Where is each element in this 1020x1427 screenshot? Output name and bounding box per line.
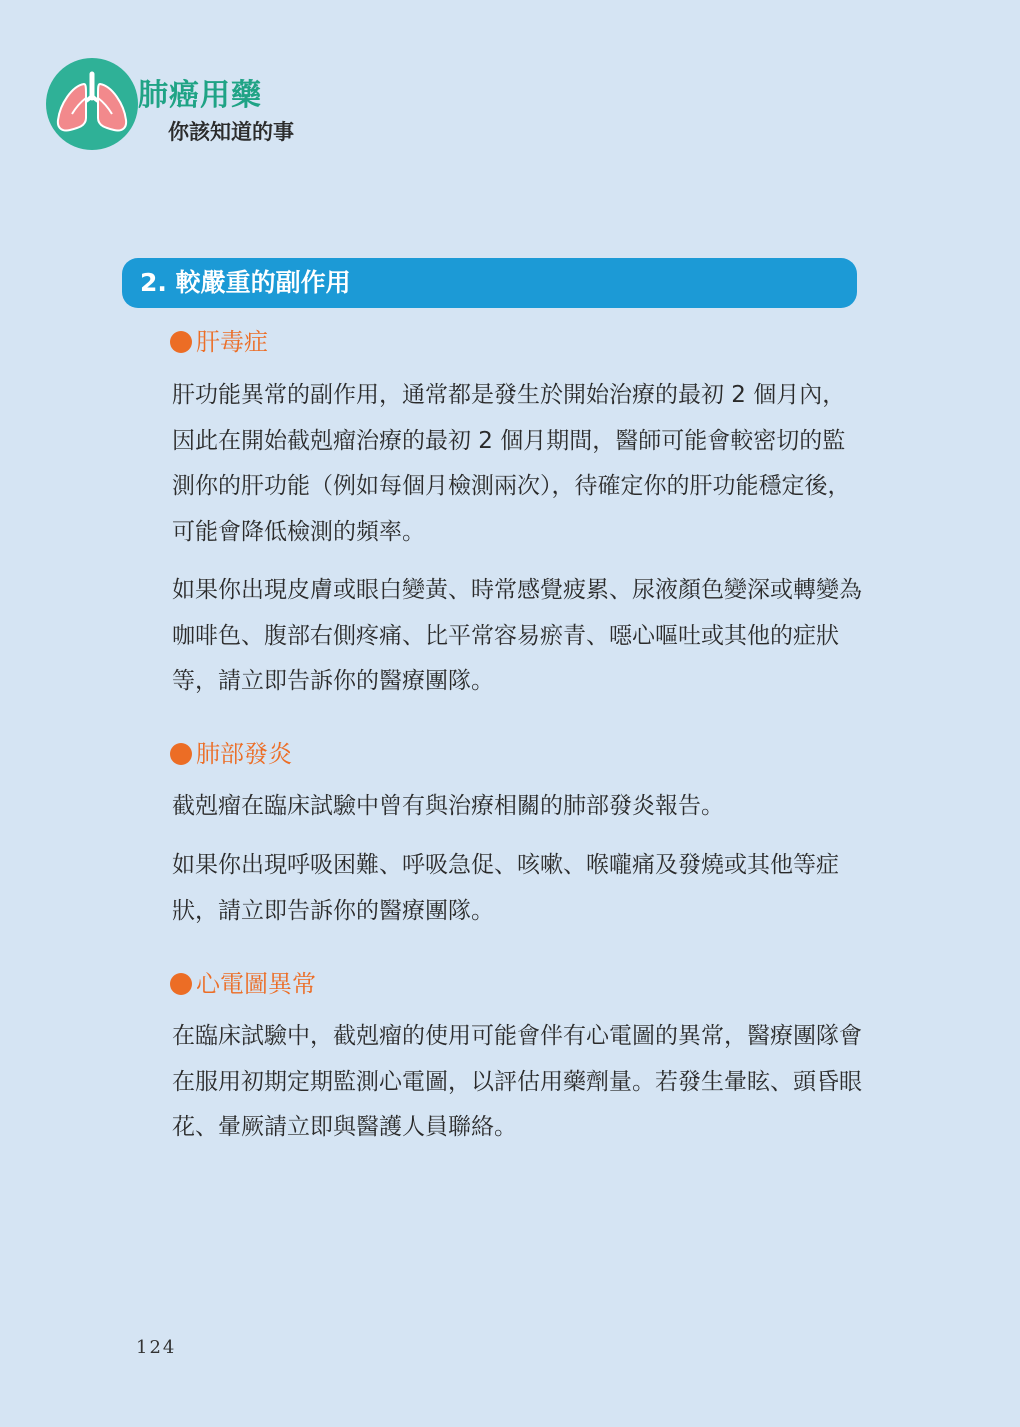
paragraph: 在臨床試驗中，截剋瘤的使用可能會伴有心電圖的異常，醫療團隊會在服用初期定期監測心電圖，以評估用藥劑量。若發生暈眩、頭昏眼花、暈厥請立即與醫護人員聯絡。 bbox=[172, 1023, 862, 1140]
bullet-icon bbox=[170, 743, 192, 765]
page-number: 124 bbox=[136, 1337, 177, 1358]
topic-heading-label: 心電圖異常 bbox=[196, 970, 316, 998]
topic-heading-label: 肝毒症 bbox=[196, 328, 268, 356]
topic-heading-ecg-abnormality bbox=[170, 968, 316, 1000]
paragraph: 如果你出現皮膚或眼白變黃、時常感覺疲累、尿液顏色變深或轉變為咖啡色、腹部右側疼痛、比平常容易瘀青、噁心嘔吐或其他的症狀等，請立即告訴你的醫療團隊。 bbox=[172, 577, 862, 694]
bullet-icon bbox=[170, 973, 192, 995]
paragraph: 肝功能異常的副作用，通常都是發生於開始治療的最初 2 個月內，因此在開始截剋瘤治療的最初 2 個月期間，醫師可能會較密切的監測你的肝功能（例如每個月檢測兩次），待確定你的肝功能穩定後，可能會降低檢測的頻率。 bbox=[172, 382, 851, 545]
brand-title: 肺癌用藥 bbox=[138, 78, 262, 113]
paragraph: 截剋瘤在臨床試驗中曾有與治療相關的肺部發炎報告。 bbox=[172, 793, 724, 819]
topic-heading-label: 肺部發炎 bbox=[196, 740, 292, 768]
lungs-icon bbox=[46, 58, 138, 150]
topic-heading-pneumonitis bbox=[170, 738, 292, 770]
section-title-banner: 2. 較嚴重的副作用 bbox=[122, 258, 857, 308]
lungs-logo bbox=[46, 58, 138, 150]
bullet-icon bbox=[170, 331, 192, 353]
brand-subtitle: 你該知道的事 bbox=[168, 120, 294, 144]
paragraph: 如果你出現呼吸困難、呼吸急促、咳嗽、喉嚨痛及發燒或其他等症狀，請立即告訴你的醫療團隊。 bbox=[172, 852, 839, 924]
topic-heading-liver-toxicity bbox=[170, 326, 268, 358]
